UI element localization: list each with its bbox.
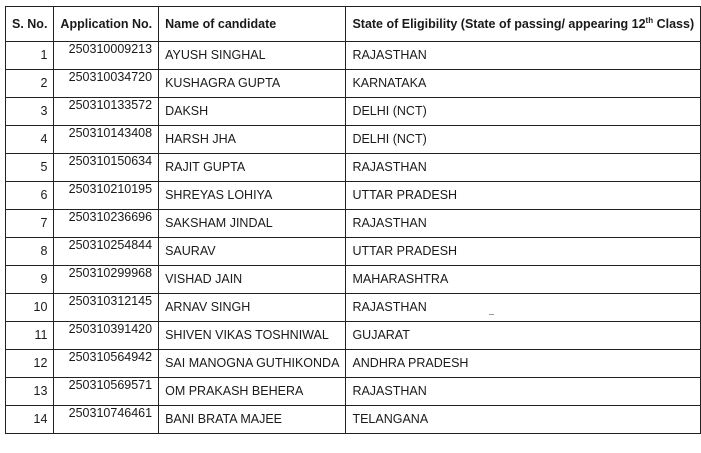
row-state-cell: ANDHRA PRADESH: [346, 350, 701, 378]
row-state-cell: RAJASTHAN: [346, 378, 701, 406]
row-sno-cell: 4: [6, 126, 54, 154]
row-candidate-name-cell: SHREYAS LOHIYA: [159, 182, 346, 210]
table-row: [6, 406, 701, 434]
row-application-no-cell: 250310391420: [54, 322, 159, 350]
header-application-no: Application No.: [54, 7, 159, 42]
row-state-cell: DELHI (NCT): [346, 126, 701, 154]
row-application-no-cell: 250310133572: [54, 98, 159, 126]
candidate-table: [5, 6, 701, 434]
row-state-cell: DELHI (NCT): [346, 98, 701, 126]
row-sno-cell: 10: [6, 294, 54, 322]
row-state-cell: RAJASTHAN: [346, 294, 701, 322]
table-row: [6, 42, 701, 70]
header-row: [6, 7, 701, 42]
row-application-no-cell: 250310299968: [54, 266, 159, 294]
row-candidate-name-cell: HARSH JHA: [159, 126, 346, 154]
row-candidate-name-cell: SHIVEN VIKAS TOSHNIWAL: [159, 322, 346, 350]
row-candidate-name-cell: ARNAV SINGH: [159, 294, 346, 322]
row-candidate-name-cell: VISHAD JAIN: [159, 266, 346, 294]
row-state-cell: KARNATAKA: [346, 70, 701, 98]
row-candidate-name-cell: SAURAV: [159, 238, 346, 266]
row-state-cell: UTTAR PRADESH: [346, 238, 701, 266]
table-row: [6, 378, 701, 406]
row-sno-cell: 2: [6, 70, 54, 98]
row-application-no-cell: 250310150634: [54, 154, 159, 182]
row-application-no-cell: 250310034720: [54, 70, 159, 98]
row-application-no-cell: 250310254844: [54, 238, 159, 266]
row-candidate-name-cell: BANI BRATA MAJEE: [159, 406, 346, 434]
scan-mark: [489, 314, 494, 315]
row-application-no-cell: 250310009213: [54, 42, 159, 70]
row-sno-cell: 9: [6, 266, 54, 294]
table-row: [6, 154, 701, 182]
row-candidate-name-cell: DAKSH: [159, 98, 346, 126]
table-row: [6, 322, 701, 350]
table-row: [6, 210, 701, 238]
row-state-cell: RAJASTHAN: [346, 210, 701, 238]
row-sno-cell: 7: [6, 210, 54, 238]
header-state-superscript: th: [645, 15, 654, 25]
row-sno-cell: 6: [6, 182, 54, 210]
row-sno-cell: 11: [6, 322, 54, 350]
row-state-cell: TELANGANA: [346, 406, 701, 434]
row-application-no-cell: 250310564942: [54, 350, 159, 378]
row-sno-cell: 5: [6, 154, 54, 182]
table-header: [6, 7, 701, 42]
header-candidate-name: Name of candidate: [159, 7, 346, 42]
row-candidate-name-cell: SAI MANOGNA GUTHIKONDA: [159, 350, 346, 378]
table-row: [6, 294, 701, 322]
table-row: [6, 98, 701, 126]
header-state-text-end: Class): [653, 16, 695, 31]
row-state-cell: GUJARAT: [346, 322, 701, 350]
table-row: [6, 238, 701, 266]
row-application-no-cell: 250310143408: [54, 126, 159, 154]
row-sno-cell: 13: [6, 378, 54, 406]
row-application-no-cell: 250310210195: [54, 182, 159, 210]
table-row: [6, 266, 701, 294]
table-row: [6, 126, 701, 154]
row-application-no-cell: 250310746461: [54, 406, 159, 434]
table-body: [6, 42, 701, 434]
table-row: [6, 182, 701, 210]
row-sno-cell: 8: [6, 238, 54, 266]
row-state-cell: UTTAR PRADESH: [346, 182, 701, 210]
table-row: [6, 350, 701, 378]
row-candidate-name-cell: AYUSH SINGHAL: [159, 42, 346, 70]
row-state-cell: MAHARASHTRA: [346, 266, 701, 294]
row-candidate-name-cell: KUSHAGRA GUPTA: [159, 70, 346, 98]
header-state-text: State of Eligibility (State of passing/ appearing 12: [352, 16, 646, 31]
row-candidate-name-cell: SAKSHAM JINDAL: [159, 210, 346, 238]
row-sno-cell: 14: [6, 406, 54, 434]
header-state-of-eligibility: [346, 7, 701, 42]
row-state-cell: RAJASTHAN: [346, 154, 701, 182]
table-row: [6, 70, 701, 98]
row-application-no-cell: 250310236696: [54, 210, 159, 238]
row-state-cell: RAJASTHAN: [346, 42, 701, 70]
row-sno-cell: 3: [6, 98, 54, 126]
row-candidate-name-cell: RAJIT GUPTA: [159, 154, 346, 182]
row-application-no-cell: 250310569571: [54, 378, 159, 406]
header-sno: S. No.: [6, 7, 54, 42]
row-candidate-name-cell: OM PRAKASH BEHERA: [159, 378, 346, 406]
row-sno-cell: 12: [6, 350, 54, 378]
row-sno-cell: 1: [6, 42, 54, 70]
row-application-no-cell: 250310312145: [54, 294, 159, 322]
